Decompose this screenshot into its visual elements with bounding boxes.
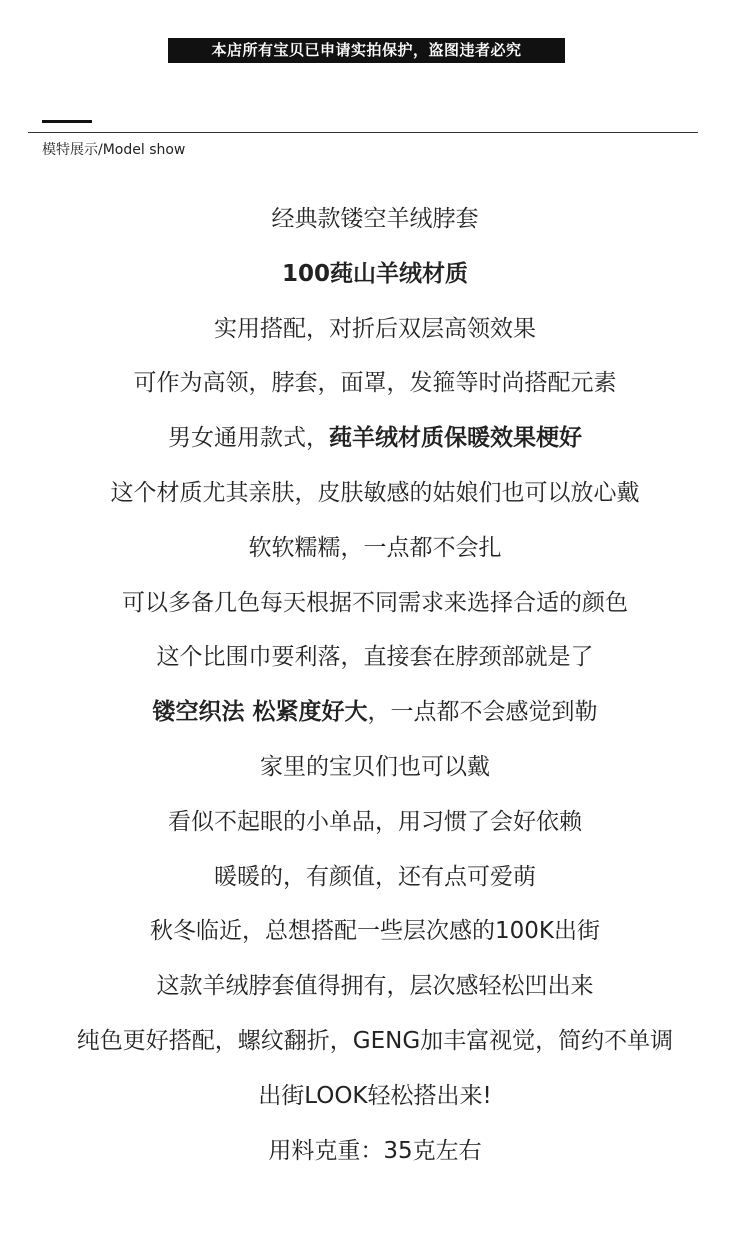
- description-text: 男女通用款式，: [168, 425, 329, 452]
- description-line: [0, 582, 750, 637]
- description-line: [0, 1075, 750, 1130]
- section-divider: [28, 132, 698, 133]
- description-line: [0, 253, 750, 308]
- description-text: 可作为高领，脖套，面罩，发箍等时尚搭配元素: [133, 370, 617, 397]
- description-text-bold: 镂空织法 松紧度好大: [152, 699, 368, 726]
- description-text: 暖暖的，有颜值，还有点可爱萌: [214, 863, 536, 890]
- description-line: [0, 417, 750, 472]
- description-text: 这个比围巾要利落，直接套在脖颈部就是了: [156, 644, 594, 671]
- description-line: [0, 472, 750, 527]
- description-line: [0, 527, 750, 582]
- description-line: [0, 636, 750, 691]
- section-accent-bar: [42, 120, 92, 123]
- description-line: [0, 198, 750, 253]
- description-text: 软软糯糯，一点都不会扎: [248, 534, 502, 561]
- description-text: 出街LOOK轻松搭出来!: [258, 1082, 492, 1109]
- description-text: ，一点都不会感觉到勒: [367, 699, 598, 726]
- description-text-bold: 莼羊绒材质保暖效果梗好: [329, 425, 582, 452]
- description-lines: [0, 198, 750, 1184]
- description-text: 秋冬临近，总想搭配一些层次感的100K出街: [150, 918, 600, 945]
- description-line: [0, 691, 750, 746]
- section-label: 模特展示/Model show: [42, 142, 186, 158]
- description-line: [0, 1130, 750, 1185]
- copyright-notice-banner: 本店所有宝贝已申请实拍保护，盗图违者必究: [168, 38, 565, 63]
- description-text: 经典款镂空羊绒脖套: [271, 206, 479, 232]
- description-line: [0, 746, 750, 801]
- description-line: [0, 856, 750, 911]
- description-text: 这个材质尤其亲肤，皮肤敏感的姑娘们也可以放心戴: [110, 479, 640, 506]
- description-text: 看似不起眼的小单品，用习惯了会好依赖: [168, 808, 582, 835]
- description-text: 实用搭配，对折后双层高领效果: [214, 315, 536, 342]
- description-line: [0, 308, 750, 363]
- description-line: [0, 1020, 750, 1075]
- description-text-bold: 100莼山羊绒材质: [281, 260, 468, 287]
- description-text: 这款羊绒脖套值得拥有，层次感轻松凹出来: [156, 973, 594, 1000]
- description-line: [0, 910, 750, 965]
- description-text: 可以多备几色每天根据不同需求来选择合适的颜色: [122, 589, 628, 616]
- description-line: [0, 965, 750, 1020]
- description-text: 用料克重：35克左右: [268, 1137, 482, 1164]
- description-text: 纯色更好搭配，螺纹翻折，GENG加丰富视觉，简约不单调: [76, 1027, 674, 1054]
- description-line: [0, 801, 750, 856]
- description-text: 家里的宝贝们也可以戴: [260, 753, 490, 780]
- description-line: [0, 362, 750, 417]
